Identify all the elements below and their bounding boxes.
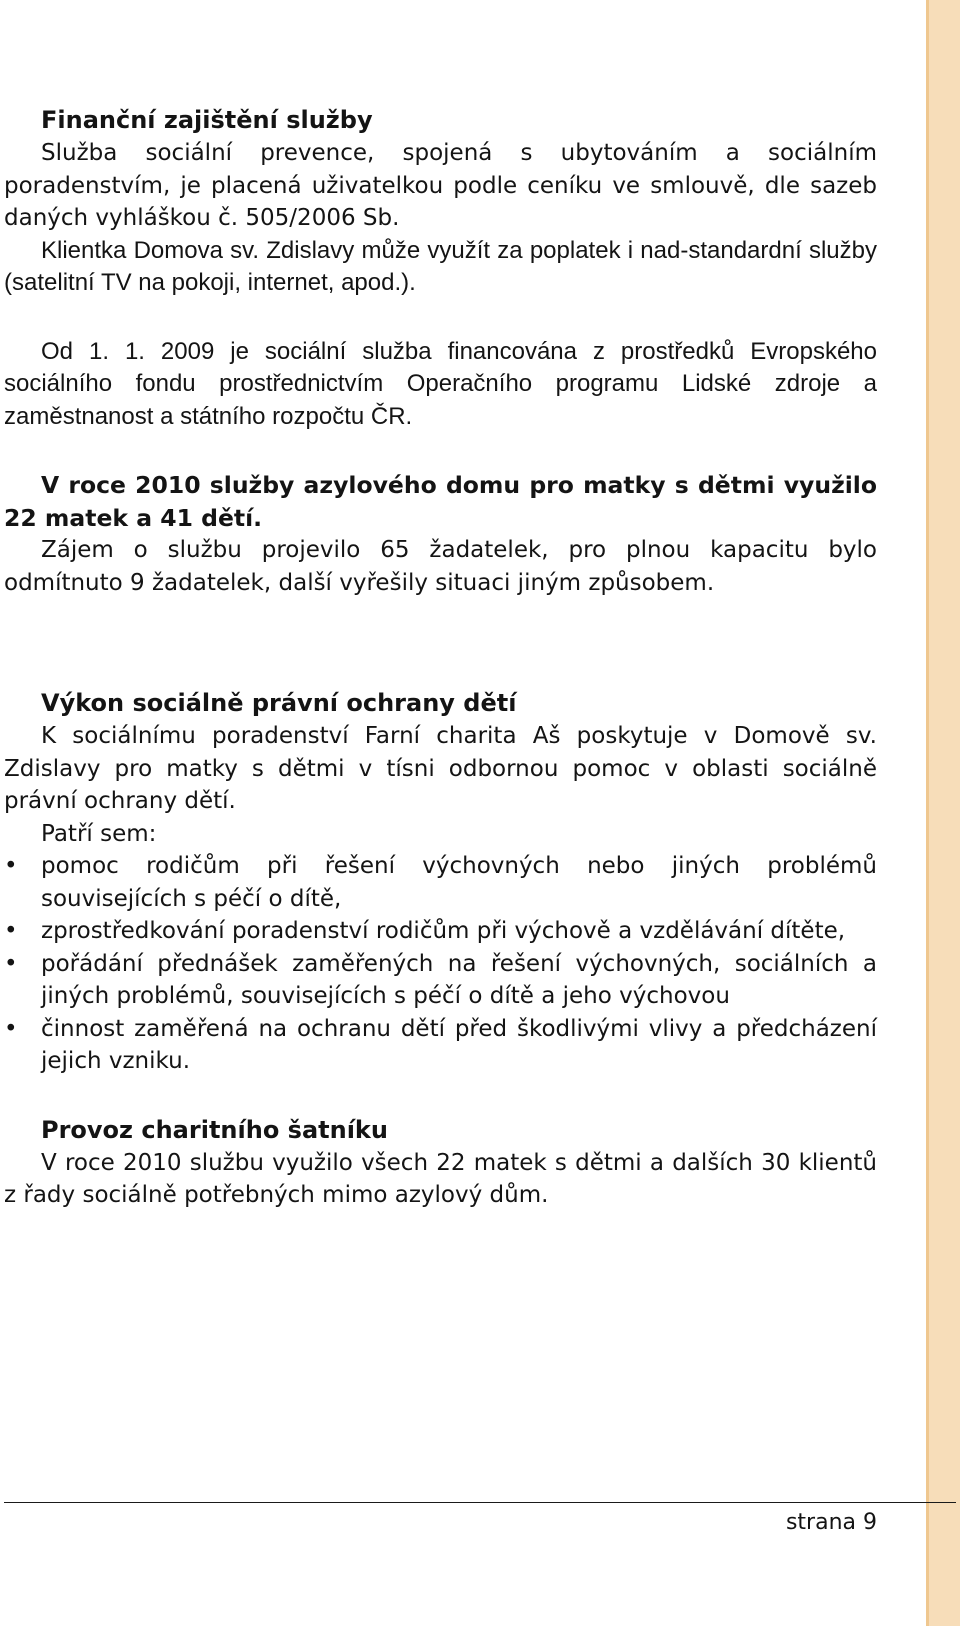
- footer-divider: [4, 1502, 956, 1503]
- list-item: • zprostředkování poradenství rodičům při výchově a vzdělávání dítěte,: [4, 915, 877, 948]
- spacer: [4, 599, 877, 687]
- paragraph-financni-2: Klientka Domova sv. Zdislavy může využít za poplatek i nad-standardní služby (satelitní TV na pokoji, internet, apod.).: [4, 236, 877, 296]
- document-body: [4, 104, 877, 1212]
- heading-charitni-satnik: Provoz charitního šatníku: [41, 1115, 388, 1144]
- page-number: strana 9: [785, 1510, 877, 1535]
- spacer: [4, 300, 877, 336]
- paragraph-financni-3: Od 1. 1. 2009 je sociální služba financována z prostředků Evropského sociálního fondu prostřednictvím Operačního programu Lidské zdroje a zaměstnanost a státního rozpočtu ČR.: [4, 337, 877, 430]
- paragraph-financni-1: Služba sociální prevence, spojená s ubytováním a sociálním poradenstvím, je placená uživatelkou podle ceníku ve smlouvě, dle sazeb daných vyhláškou č. 505/2006 Sb.: [4, 140, 877, 231]
- list-item: • pomoc rodičům při řešení výchovných nebo jiných problémů souvisejících s péčí o dítě,: [4, 850, 877, 915]
- spacer: [4, 433, 877, 469]
- heading-vykon-ochrany: Výkon sociálně právní ochrany dětí: [41, 689, 517, 717]
- paragraph-satnik-1: V roce 2010 službu využilo všech 22 matek s dětmi a dalších 30 klientů z řady sociálně potřebných mimo azylový dům.: [4, 1149, 877, 1208]
- services-list: [4, 850, 877, 1078]
- page-edge-decoration: [926, 0, 960, 1626]
- list-item: • pořádání přednášek zaměřených na řešení výchovných, sociálních a jiných problémů, souvisejících s péčí o dítě a jeho výchovou: [4, 948, 877, 1013]
- spacer: [4, 1078, 877, 1114]
- list-item: • činnost zaměřená na ochranu dětí před škodlivými vlivy a předcházení jejich vzniku.: [4, 1013, 877, 1078]
- heading-financni-zajisteni: Finanční zajištění služby: [41, 106, 373, 134]
- paragraph-statistics-bold: V roce 2010 služby azylového domu pro matky s dětmi využilo 22 matek a 41 dětí.: [4, 471, 877, 532]
- paragraph-vykon-intro: Patří sem:: [41, 820, 157, 847]
- paragraph-financni-5: Zájem o službu projevilo 65 žadatelek, pro plnou kapacitu bylo odmítnuto 9 žadatelek, další vyřešily situaci jiným způsobem.: [4, 537, 877, 596]
- paragraph-vykon-1: K sociálnímu poradenství Farní charita Aš poskytuje v Domově sv. Zdislavy pro matky s dětmi v tísni odbornou pomoc v oblasti sociálně právní ochrany dětí.: [4, 723, 877, 814]
